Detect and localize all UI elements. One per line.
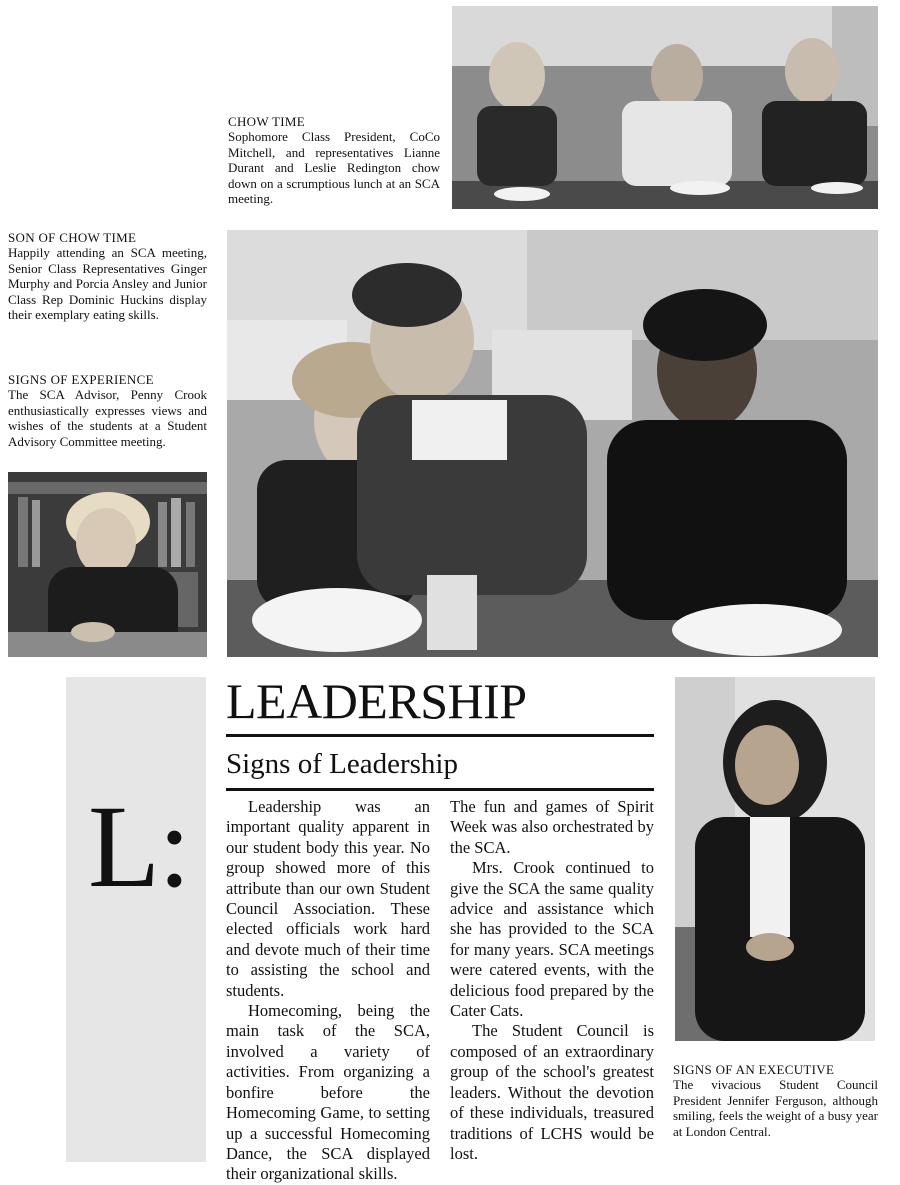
article-paragraph: Mrs. Crook continued to give the SCA the same quality advice and assistance which she has provided to the SCA for many years. SCA meetings were catered events, with the delicious food prepared by the Cater Cats. — [450, 858, 654, 1021]
article-column-2 — [450, 797, 654, 1164]
article-paragraph: Homecoming, being the main task of the SCA, involved a variety of activities. From organizing a bonfire before the Homecoming Game, to setting up a successful Homecoming Dance, the SCA displayed their organizational skills. — [226, 1001, 430, 1184]
caption-chow-time — [228, 114, 440, 207]
article-column-1 — [226, 797, 430, 1185]
caption-signs-of-experience — [8, 372, 207, 449]
photo-chow-time — [452, 6, 878, 209]
article-paragraph: Leadership was an important quality apparent in our student body this year. No group showed more of this attribute than our own Student Council Association. These elected officials work hard and devote much of their time to assisting the school and students. — [226, 797, 430, 1000]
caption-text: The SCA Advisor, Penny Crook enthusiastically expresses views and wishes of the students at a Student Advisory Committee meeting. — [8, 387, 207, 449]
caption-signs-of-an-executive — [673, 1062, 878, 1139]
title-rule-top — [226, 734, 654, 737]
caption-text: Happily attending an SCA meeting, Senior Class Representatives Ginger Murphy and Porcia Ansley and Junior Class Rep Dominic Huckins display their exemplary eating skills. — [8, 245, 207, 322]
article-paragraph: The fun and games of Spirit Week was also orchestrated by the SCA. — [450, 797, 654, 857]
title-rule-bottom — [226, 788, 654, 791]
caption-text: The vivacious Student Council President Jennifer Ferguson, although smiling, feels the weight of a busy year at London Central. — [673, 1077, 878, 1139]
caption-heading: SIGNS OF AN EXECUTIVE — [673, 1062, 835, 1077]
article-paragraph: The Student Council is composed of an extraordinary group of the school's greatest leaders. Without the devotion of these individuals, treasured traditions of LCHS would be lost. — [450, 1021, 654, 1163]
photo-signs-of-an-executive — [675, 677, 875, 1041]
caption-son-of-chow-time — [8, 230, 207, 323]
caption-heading: CHOW TIME — [228, 114, 305, 129]
caption-heading: SIGNS OF EXPERIENCE — [8, 372, 154, 387]
drop-letter: L: — [88, 781, 189, 912]
photo-son-of-chow-time — [227, 230, 878, 657]
photo-signs-of-experience — [8, 472, 207, 657]
caption-text: Sophomore Class President, CoCo Mitchell, and representatives Lianne Durant and Leslie Redington chow down on a scrumptious lunch at an SCA meeting. — [228, 129, 440, 206]
drop-letter-panel — [66, 677, 206, 1162]
section-title: LEADERSHIP — [226, 673, 527, 729]
caption-heading: SON OF CHOW TIME — [8, 230, 137, 245]
section-subtitle: Signs of Leadership — [226, 748, 458, 780]
